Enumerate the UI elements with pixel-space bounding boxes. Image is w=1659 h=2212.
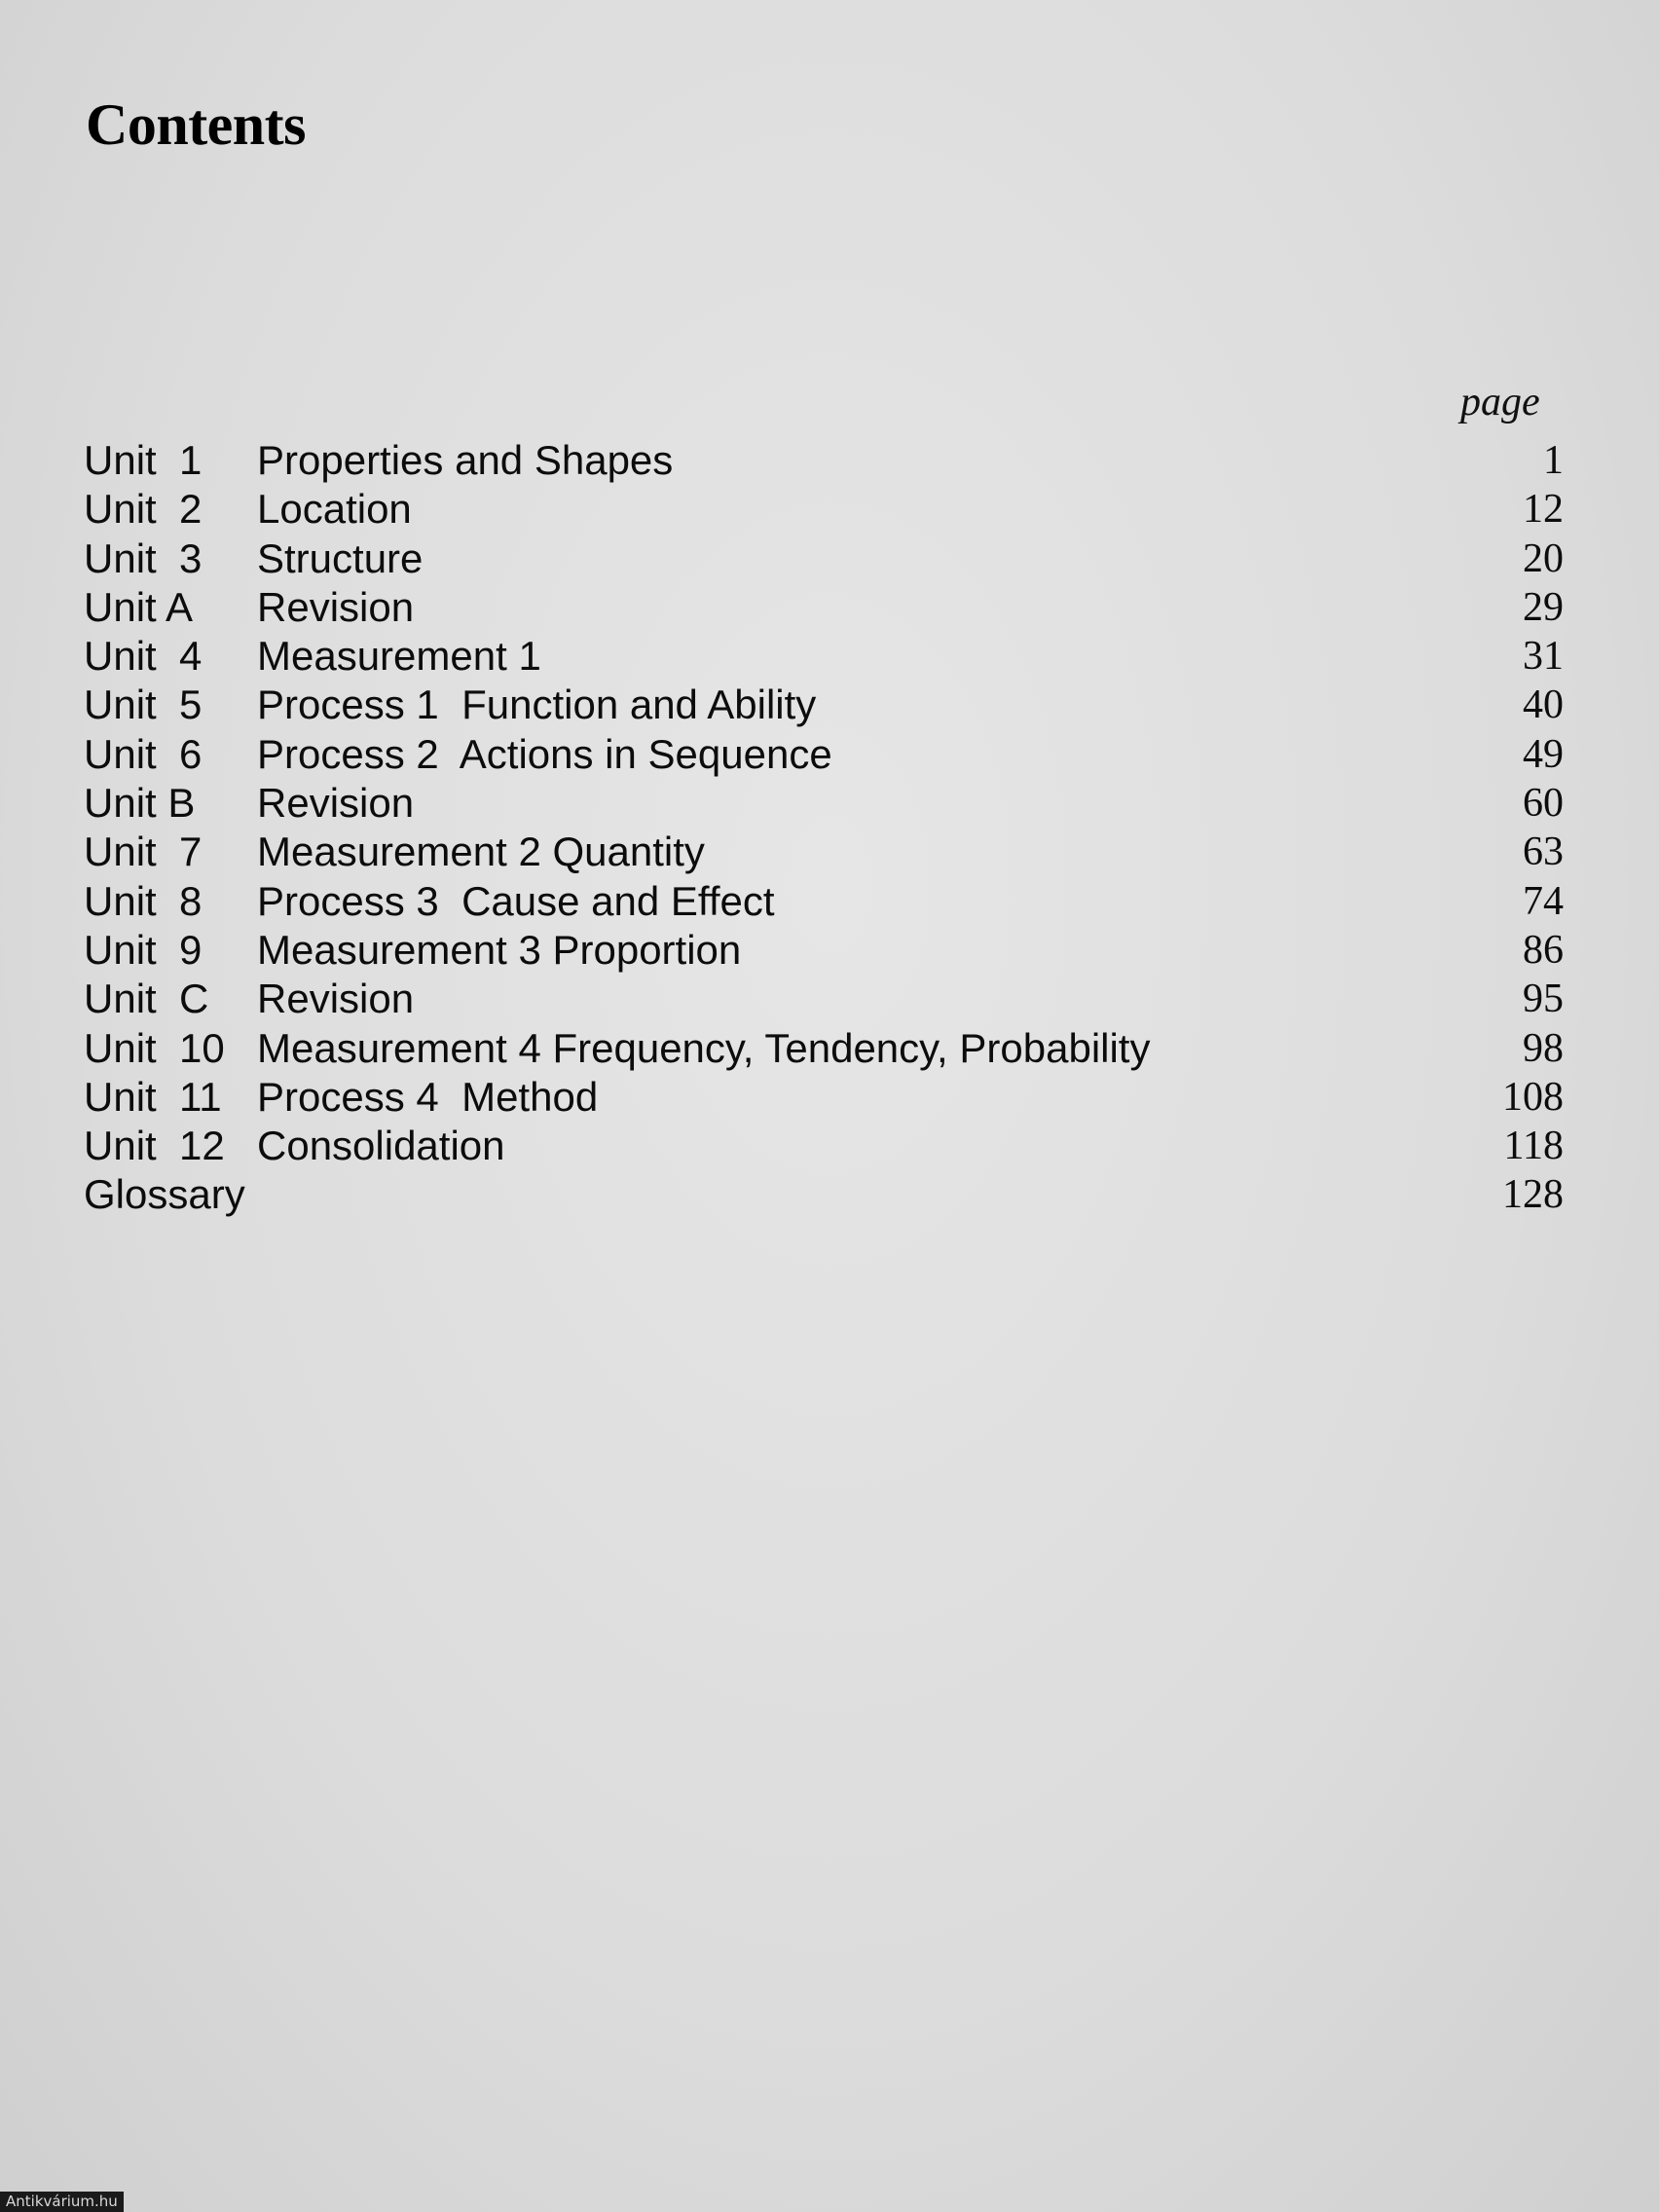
entry-page-number: 49 xyxy=(1523,731,1564,777)
entry-unit: Unit 1 xyxy=(84,437,203,483)
entry-page-number: 29 xyxy=(1523,584,1564,630)
contents-entry xyxy=(84,632,1564,681)
contents-entry xyxy=(84,436,1564,485)
entry-title: Process 3 Cause and Effect xyxy=(257,877,775,924)
entry-title: Process 1 Function and Ability xyxy=(257,682,817,728)
entry-title: Process 2 Actions in Sequence xyxy=(257,730,832,777)
entry-unit: Unit 10 xyxy=(84,1024,225,1071)
contents-entry xyxy=(84,877,1564,926)
page-title: Contents xyxy=(86,92,307,157)
entry-unit: Unit 6 xyxy=(84,730,203,777)
contents-entry xyxy=(84,730,1564,779)
entry-unit: Unit C xyxy=(84,976,209,1022)
contents-entry xyxy=(84,681,1564,729)
entry-unit: Unit 4 xyxy=(84,633,203,680)
entry-page-number: 12 xyxy=(1523,487,1564,533)
entry-title: Location xyxy=(257,486,412,533)
entry-title: Revision xyxy=(257,780,415,827)
entry-page-number: 63 xyxy=(1523,830,1564,875)
entry-unit: Unit 8 xyxy=(84,877,203,924)
page-column-header: page xyxy=(1460,380,1540,424)
entry-page-number: 31 xyxy=(1523,634,1564,680)
entry-title: Measurement 4 Frequency, Tendency, Probability xyxy=(257,1024,1151,1071)
contents-entry xyxy=(84,828,1564,876)
entry-title: Consolidation xyxy=(257,1123,505,1169)
entry-page-number: 1 xyxy=(1543,438,1564,483)
contents-entry xyxy=(84,1073,1564,1122)
entry-page-number: 60 xyxy=(1523,781,1564,827)
entry-page-number: 95 xyxy=(1523,977,1564,1022)
entry-page-number: 20 xyxy=(1523,535,1564,581)
entry-unit: Unit 11 xyxy=(84,1073,222,1120)
entry-page-number: 118 xyxy=(1503,1124,1564,1169)
entry-page-number: 40 xyxy=(1523,682,1564,728)
entry-unit: Unit 7 xyxy=(84,829,203,875)
entry-page-number: 108 xyxy=(1502,1074,1564,1120)
entry-unit: Unit 2 xyxy=(84,486,203,533)
entry-title: Measurement 3 Proportion xyxy=(257,926,742,973)
contents-entry xyxy=(84,1122,1564,1170)
contents-entry xyxy=(84,1170,1564,1219)
entry-title: Measurement 1 xyxy=(257,633,541,680)
contents-entry xyxy=(84,485,1564,534)
entry-page-number: 86 xyxy=(1523,927,1564,973)
entry-unit: Unit A xyxy=(84,583,194,630)
entry-page-number: 74 xyxy=(1523,878,1564,924)
entry-unit: Unit 9 xyxy=(84,926,203,973)
contents-entry xyxy=(84,535,1564,583)
contents-list xyxy=(84,436,1564,1220)
entry-title: Revision xyxy=(257,976,415,1022)
entry-unit: Unit 5 xyxy=(84,682,203,728)
entry-title: Process 4 Method xyxy=(257,1073,599,1120)
watermark-label: Antikvárium.hu xyxy=(0,2192,124,2212)
entry-title: Structure xyxy=(257,535,424,581)
entry-page-number: 128 xyxy=(1502,1172,1564,1218)
contents-entry xyxy=(84,975,1564,1023)
entry-unit: Unit 3 xyxy=(84,535,203,581)
contents-entry xyxy=(84,583,1564,632)
entry-title: Revision xyxy=(257,583,415,630)
entry-title: Properties and Shapes xyxy=(257,437,674,483)
contents-entry xyxy=(84,1024,1564,1073)
contents-entry xyxy=(84,779,1564,828)
entry-title: Measurement 2 Quantity xyxy=(257,829,705,875)
entry-unit: Unit B xyxy=(84,780,196,827)
entry-unit: Unit 12 xyxy=(84,1123,225,1169)
entry-page-number: 98 xyxy=(1523,1025,1564,1071)
entry-unit: Glossary xyxy=(84,1171,245,1218)
contents-entry xyxy=(84,926,1564,975)
